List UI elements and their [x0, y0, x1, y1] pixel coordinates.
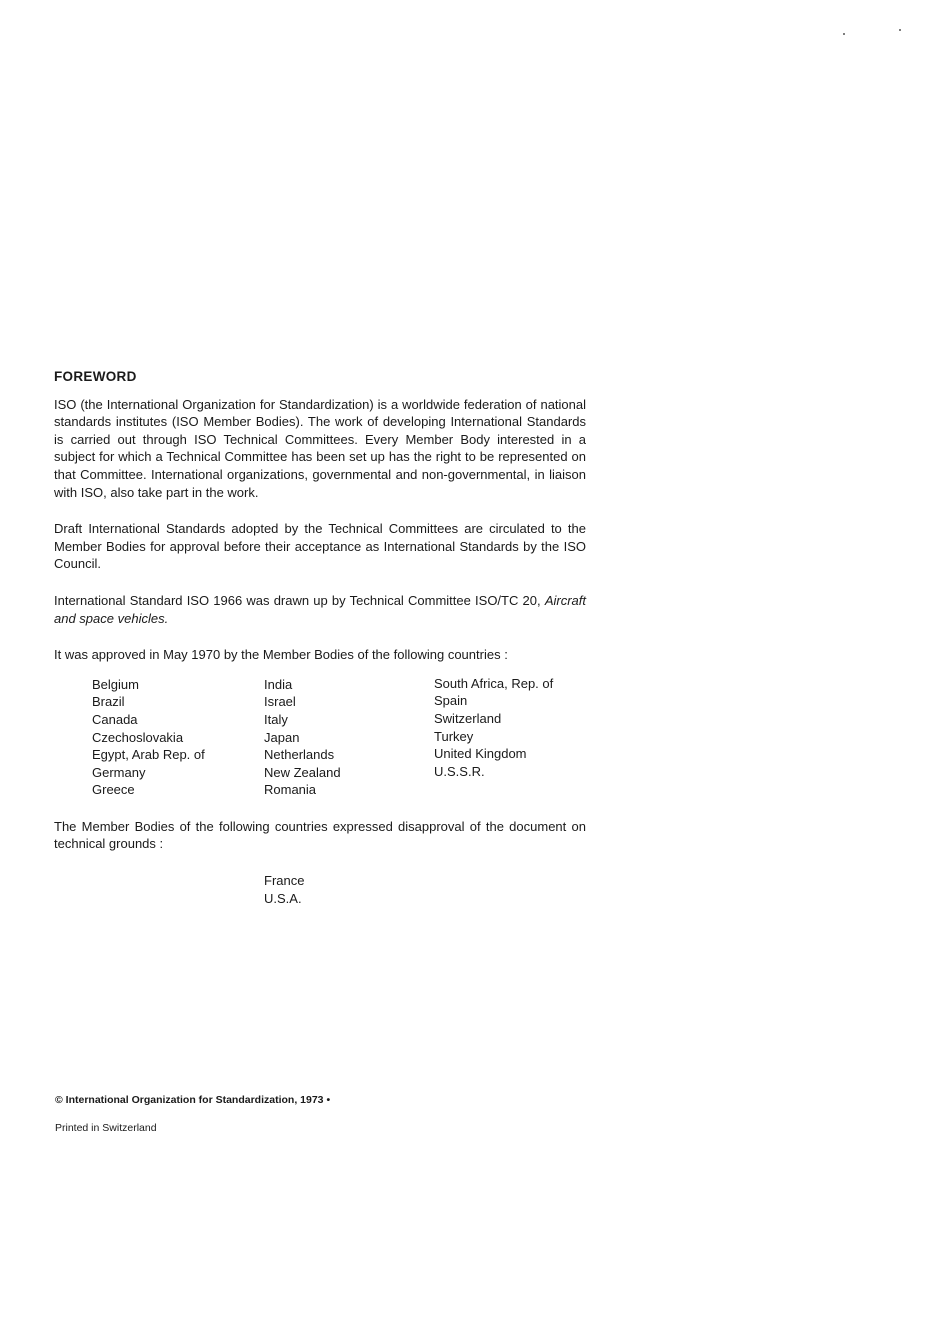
country-item: Romania	[264, 782, 317, 798]
approval-paragraph: It was approved in May 1970 by the Member Bodies of the following countries :	[54, 647, 508, 663]
technical-committee-text: International Standard ISO 1966 was drawn up by Technical Committee ISO/TC 20,	[54, 592, 545, 608]
country-item: Switzerland	[434, 710, 502, 726]
country-item: Netherlands	[264, 747, 335, 763]
scan-speck	[843, 33, 845, 35]
disapproval-paragraph: The Member Bodies of the following countries expressed disapproval of the document on technical grounds :	[54, 818, 586, 852]
country-item: India	[264, 676, 293, 692]
foreword-section	[54, 368, 586, 907]
foreword-heading: FOREWORD	[54, 369, 137, 384]
country-item: Canada	[92, 711, 138, 727]
country-item: Japan	[264, 729, 300, 745]
intro-paragraph: ISO (the International Organization for Standardization) is a worldwide federation of national standards institutes (ISO Member Bodies). The work of developing International Standards is carried out through ISO Technical Committees. Every Member Body interested in a subject for which a Technical Committee has been set up has the right to be represented on that Committee. International organizations, governmental and non-governmental, in liaison with ISO, also take part in the work.	[54, 396, 586, 500]
scan-speck	[899, 29, 901, 31]
country-item: South Africa, Rep. of	[434, 675, 554, 691]
countries-column-1	[92, 676, 205, 799]
printed-location: Printed in Switzerland	[55, 1122, 157, 1134]
approving-countries-list	[54, 676, 586, 800]
country-item: Brazil	[92, 694, 125, 710]
copyright-notice: © International Organization for Standardization, 1973 •	[55, 1094, 331, 1106]
country-item: Belgium	[92, 676, 139, 692]
country-item: New Zealand	[264, 764, 341, 780]
countries-column-2	[264, 676, 341, 799]
country-item: Italy	[264, 711, 288, 727]
country-item: United Kingdom	[434, 746, 527, 762]
page-footer	[55, 1094, 330, 1134]
technical-committee-paragraph	[54, 592, 586, 627]
country-item: France	[264, 872, 305, 888]
committee-title: Aircraft and space vehicles.	[54, 592, 586, 626]
country-item: Turkey	[434, 728, 474, 744]
disapproving-countries-list	[54, 872, 586, 907]
country-item: Israel	[264, 694, 296, 710]
draft-standards-paragraph: Draft International Standards adopted by the Technical Committees are circulated to the Member Bodies for approval before their acceptance as International Standards by the ISO Council.	[54, 521, 586, 572]
country-item: Czechoslovakia	[92, 729, 184, 745]
country-item: Spain	[434, 693, 468, 709]
country-item: U.S.S.R.	[434, 763, 485, 779]
country-item: U.S.A.	[264, 890, 302, 906]
country-item: Germany	[92, 764, 146, 780]
country-item: Egypt, Arab Rep. of	[92, 747, 205, 763]
countries-column-3	[434, 675, 553, 781]
country-item: Greece	[92, 782, 135, 798]
